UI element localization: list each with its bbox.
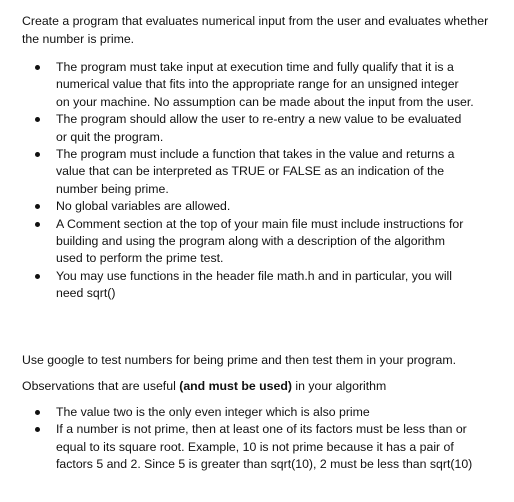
list-item-text: You may use functions in the header file math.h and in particular, you will need sqrt() bbox=[56, 268, 453, 301]
list-item-text: The program should allow the user to re-entry a new value to be evaluated or quit the program. bbox=[56, 112, 462, 144]
list-item bbox=[0, 198, 514, 215]
observations-suffix: in your algorithm bbox=[291, 379, 387, 393]
list-item bbox=[0, 146, 514, 198]
bullet-icon bbox=[35, 410, 40, 415]
bullet-icon bbox=[35, 427, 40, 432]
observations-emphasis: (and must be used) bbox=[179, 379, 292, 393]
list-item-text: The program must take input at execution time and fully qualify that it is a numerical value that fits into the appropriate range for an unsigned integer on your machine. No assumption can be made about the input from the user. bbox=[56, 60, 474, 109]
bullet-icon bbox=[35, 222, 40, 227]
list-item bbox=[0, 421, 514, 473]
bullet-icon bbox=[35, 65, 40, 70]
list-item bbox=[0, 59, 514, 111]
list-item bbox=[0, 111, 514, 146]
list-item bbox=[0, 216, 514, 268]
bullet-icon bbox=[35, 117, 40, 122]
observations-prefix: Observations that are useful bbox=[22, 379, 180, 393]
observations-list bbox=[0, 404, 514, 474]
list-item-text: No global variables are allowed. bbox=[56, 199, 231, 214]
intro-paragraph: Create a program that evaluates numerical input from the user and evaluates whether the number is prime. bbox=[22, 14, 489, 46]
requirements-list bbox=[0, 59, 514, 303]
list-item-text: A Comment section at the top of your main file must include instructions for building and using the program along with a description of the algorithm used to perform the prime test. bbox=[56, 216, 464, 266]
bullet-icon bbox=[35, 204, 40, 209]
bullet-icon bbox=[35, 152, 40, 157]
list-item-text: If a number is not prime, then at least one of its factors must be less than or equal to its square root. Example, 10 is not prime because it has a pair of factors 5 and 2. Since 5 is greater than sqrt(10), 2 must be less than sqrt(10) bbox=[56, 422, 473, 472]
bullet-icon bbox=[35, 274, 40, 279]
list-item-text: The value two is the only even integer which is also prime bbox=[56, 405, 370, 419]
list-item bbox=[0, 268, 514, 303]
observations-heading bbox=[22, 377, 492, 395]
list-item-text: The program must include a function that takes in the value and returns a value that can be interpreted as TRUE or FALSE as an indication of the number being prime. bbox=[56, 147, 455, 196]
list-item bbox=[0, 404, 514, 421]
google-note: Use google to test numbers for being prime and then test them in your program. bbox=[22, 353, 457, 367]
